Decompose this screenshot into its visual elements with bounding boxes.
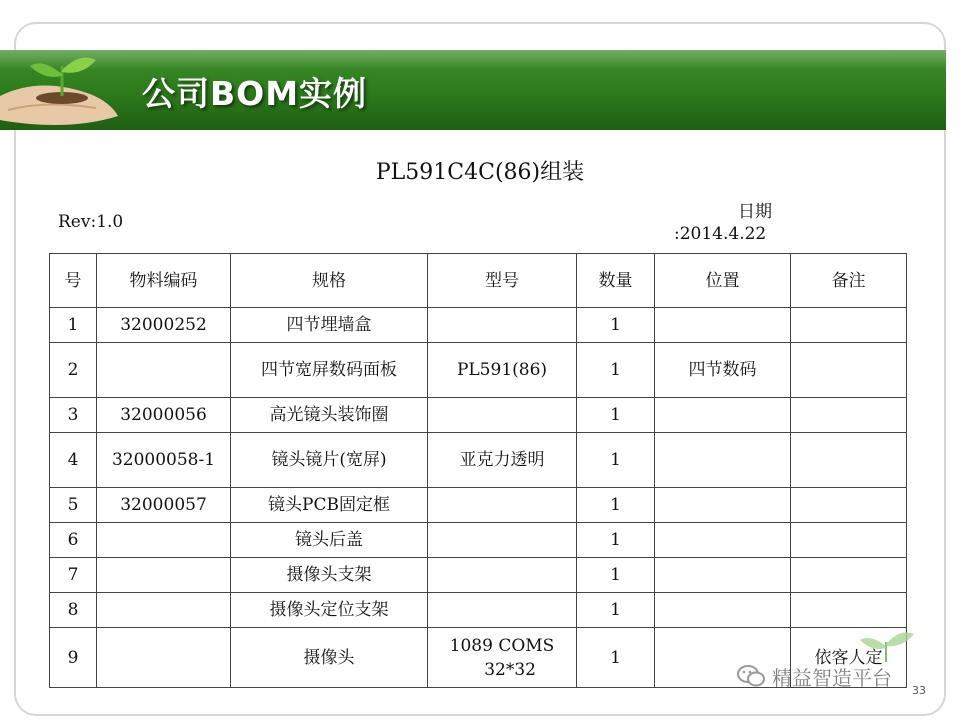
- cell-specification: 摄像头: [231, 628, 428, 688]
- cell-quantity: 1: [577, 308, 655, 343]
- cell-quantity: 1: [577, 398, 655, 433]
- cell-number: 9: [50, 628, 97, 688]
- cell-number: 8: [50, 593, 97, 628]
- cell-quantity: 1: [577, 343, 655, 398]
- cell-specification: 摄像头支架: [231, 558, 428, 593]
- cell-material-code: [97, 343, 231, 398]
- cell-number: 1: [50, 308, 97, 343]
- cell-position: [655, 398, 791, 433]
- table-row: [50, 488, 907, 523]
- cell-specification: 四节宽屏数码面板: [231, 343, 428, 398]
- cell-quantity: 1: [577, 558, 655, 593]
- seedling-icon: [856, 624, 916, 664]
- banner-shine: [0, 50, 946, 70]
- table-header-row: [50, 254, 907, 308]
- cell-material-code: [97, 523, 231, 558]
- cell-specification: 四节埋墙盒: [231, 308, 428, 343]
- cell-model: PL591(86): [428, 343, 577, 398]
- cell-remarks: [791, 593, 907, 628]
- table-row: [50, 308, 907, 343]
- cell-material-code: 32000057: [97, 488, 231, 523]
- header-material-code: 物料编码: [97, 254, 231, 308]
- cell-model: [428, 593, 577, 628]
- header-number: 号: [50, 254, 97, 308]
- cell-position: [655, 558, 791, 593]
- cell-position: [655, 488, 791, 523]
- cell-quantity: 1: [577, 523, 655, 558]
- cell-material-code: 32000058-1: [97, 433, 231, 488]
- wechat-icon: [736, 663, 766, 689]
- cell-model: [428, 308, 577, 343]
- date-label: 日期: [738, 202, 772, 222]
- cell-number: 6: [50, 523, 97, 558]
- revision-label: Rev:1.0: [58, 212, 124, 232]
- cell-remarks: [791, 558, 907, 593]
- cell-remarks: 依客人定: [791, 628, 907, 688]
- table-row: [50, 398, 907, 433]
- table-row: [50, 558, 907, 593]
- bom-table: [49, 253, 907, 688]
- cell-position: [655, 433, 791, 488]
- header-model: 型号: [428, 254, 577, 308]
- cell-quantity: 1: [577, 433, 655, 488]
- cell-material-code: 32000252: [97, 308, 231, 343]
- cell-position: [655, 523, 791, 558]
- cell-material-code: 32000056: [97, 398, 231, 433]
- cell-number: 3: [50, 398, 97, 433]
- cell-position: [655, 593, 791, 628]
- cell-number: 5: [50, 488, 97, 523]
- cell-model: [428, 558, 577, 593]
- watermark: [736, 660, 892, 692]
- cell-model: [428, 523, 577, 558]
- cell-remarks: [791, 343, 907, 398]
- cell-material-code: [97, 558, 231, 593]
- cell-model: 1089 COMS 32*32: [428, 628, 577, 688]
- cell-model: [428, 488, 577, 523]
- cell-material-code: [97, 593, 231, 628]
- watermark-text: 精益智造平台: [772, 665, 892, 690]
- table-row: [50, 523, 907, 558]
- slide-title: 公司BOM实例: [142, 74, 368, 113]
- cell-number: 2: [50, 343, 97, 398]
- table-row: [50, 433, 907, 488]
- cell-model: [428, 398, 577, 433]
- table-row: [50, 343, 907, 398]
- page-number: 33: [912, 684, 926, 697]
- cell-number: 7: [50, 558, 97, 593]
- cell-remarks: [791, 433, 907, 488]
- cell-quantity: 1: [577, 628, 655, 688]
- cell-remarks: [791, 308, 907, 343]
- cell-quantity: 1: [577, 488, 655, 523]
- cell-material-code: [97, 628, 231, 688]
- header-quantity: 数量: [577, 254, 655, 308]
- cell-position: [655, 308, 791, 343]
- cell-position: 四节数码: [655, 343, 791, 398]
- cell-remarks: [791, 523, 907, 558]
- cell-remarks: [791, 398, 907, 433]
- cell-specification: 高光镜头装饰圈: [231, 398, 428, 433]
- date-value: :2014.4.22: [674, 224, 767, 244]
- cell-specification: 镜头PCB固定框: [231, 488, 428, 523]
- cell-model: 亚克力透明: [428, 433, 577, 488]
- document-heading: PL591C4C(86)组装: [375, 160, 585, 185]
- header-position: 位置: [655, 254, 791, 308]
- cell-specification: 摄像头定位支架: [231, 593, 428, 628]
- table-row: [50, 593, 907, 628]
- seedling-hand-logo: [0, 36, 128, 136]
- cell-specification: 镜头后盖: [231, 523, 428, 558]
- cell-number: 4: [50, 433, 97, 488]
- cell-quantity: 1: [577, 593, 655, 628]
- cell-remarks: [791, 488, 907, 523]
- cell-specification: 镜头镜片(宽屏): [231, 433, 428, 488]
- header-remarks: 备注: [791, 254, 907, 308]
- header-specification: 规格: [231, 254, 428, 308]
